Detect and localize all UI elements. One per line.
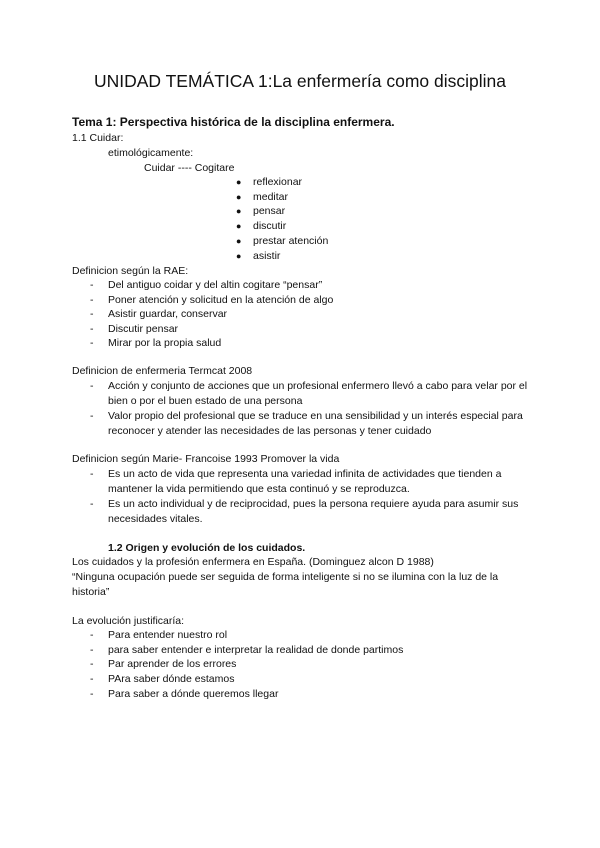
evolucion-item: Para entender nuestro rol bbox=[108, 629, 228, 641]
dash-icon: - bbox=[90, 688, 94, 700]
meaning-item: prestar atención bbox=[253, 235, 329, 247]
meaning-item: meditar bbox=[253, 191, 289, 203]
termcat-item: Acción y conjunto de acciones que un profesional enfermero llevó a cabo para velar por el bien o por el buen estado de una persona bbox=[108, 380, 528, 407]
dash-icon: - bbox=[90, 410, 94, 422]
origen-line: Los cuidados y la profesión enfermera en España. (Dominguez alcon D 1988) bbox=[72, 556, 434, 568]
dash-icon: - bbox=[90, 673, 94, 685]
dash-icon: - bbox=[90, 323, 94, 335]
dash-icon: - bbox=[90, 308, 94, 320]
bullet-icon: ● bbox=[236, 177, 242, 187]
marie-item: Es un acto de vida que representa una variedad infinita de actividades que tienden a mantener la vida permitiendo que esta continuó y se reproduzca. bbox=[108, 468, 502, 495]
dash-icon: - bbox=[90, 644, 94, 656]
dash-icon: - bbox=[90, 279, 94, 291]
termcat-item: Valor propio del profesional que se traduce en una sensibilidad y un interés especial para reconocer y atender las necesidades de las personas y tener cuidado bbox=[108, 410, 523, 437]
bullet-icon: ● bbox=[236, 236, 242, 246]
etymology-label: etimológicamente: bbox=[108, 147, 194, 159]
meaning-item: pensar bbox=[253, 205, 286, 217]
evolucion-item: Para saber a dónde queremos llegar bbox=[108, 688, 279, 700]
rae-heading: Definicion según la RAE: bbox=[72, 265, 189, 277]
rae-item: Discutir pensar bbox=[108, 323, 179, 335]
evolucion-item: Par aprender de los errores bbox=[108, 658, 237, 670]
meaning-item: asistir bbox=[253, 250, 281, 262]
bullet-icon: ● bbox=[236, 221, 242, 231]
meaning-item: reflexionar bbox=[253, 176, 303, 188]
dash-icon: - bbox=[90, 498, 94, 510]
termcat-heading: Definicion de enfermeria Termcat 2008 bbox=[72, 365, 253, 377]
bullet-icon: ● bbox=[236, 251, 242, 261]
tema1-heading: Tema 1: Perspectiva histórica de la disciplina enfermera. bbox=[72, 115, 395, 129]
dash-icon: - bbox=[90, 294, 94, 306]
etymology-line: Cuidar ---- Cogitare bbox=[144, 162, 235, 174]
rae-item: Mirar por la propia salud bbox=[108, 337, 222, 349]
evolucion-item: para saber entender e interpretar la realidad de donde partimos bbox=[108, 644, 404, 656]
origen-heading: 1.2 Origen y evolución de los cuidados. bbox=[108, 542, 306, 554]
dash-icon: - bbox=[90, 629, 94, 641]
dash-icon: - bbox=[90, 337, 94, 349]
rae-item: Asistir guardar, conservar bbox=[108, 308, 228, 320]
origen-quote: “Ninguna ocupación puede ser seguida de forma inteligente si no se ilumina con la luz de la historia” bbox=[72, 571, 499, 598]
page-title: UNIDAD TEMÁTICA 1:La enfermería como disciplina bbox=[93, 71, 507, 91]
bullet-icon: ● bbox=[236, 206, 242, 216]
marie-heading: Definicion según Marie- Francoise 1993 Promover la vida bbox=[72, 453, 340, 465]
dash-icon: - bbox=[90, 658, 94, 670]
rae-item: Del antiguo coidar y del altin cogitare “pensar” bbox=[108, 279, 323, 291]
evolucion-item: PAra saber dónde estamos bbox=[108, 673, 235, 685]
marie-item: Es un acto individual y de reciprocidad, pues la persona requiere ayuda para asumir sus necesidades vitales. bbox=[108, 498, 519, 525]
rae-item: Poner atención y solicitud en la atención de algo bbox=[108, 294, 334, 306]
evolucion-heading: La evolución justificaría: bbox=[72, 615, 185, 627]
bullet-icon: ● bbox=[236, 192, 242, 202]
dash-icon: - bbox=[90, 380, 94, 392]
dash-icon: - bbox=[90, 468, 94, 480]
meaning-item: discutir bbox=[253, 220, 287, 232]
tema1-subheading: 1.1 Cuidar: bbox=[72, 132, 124, 144]
